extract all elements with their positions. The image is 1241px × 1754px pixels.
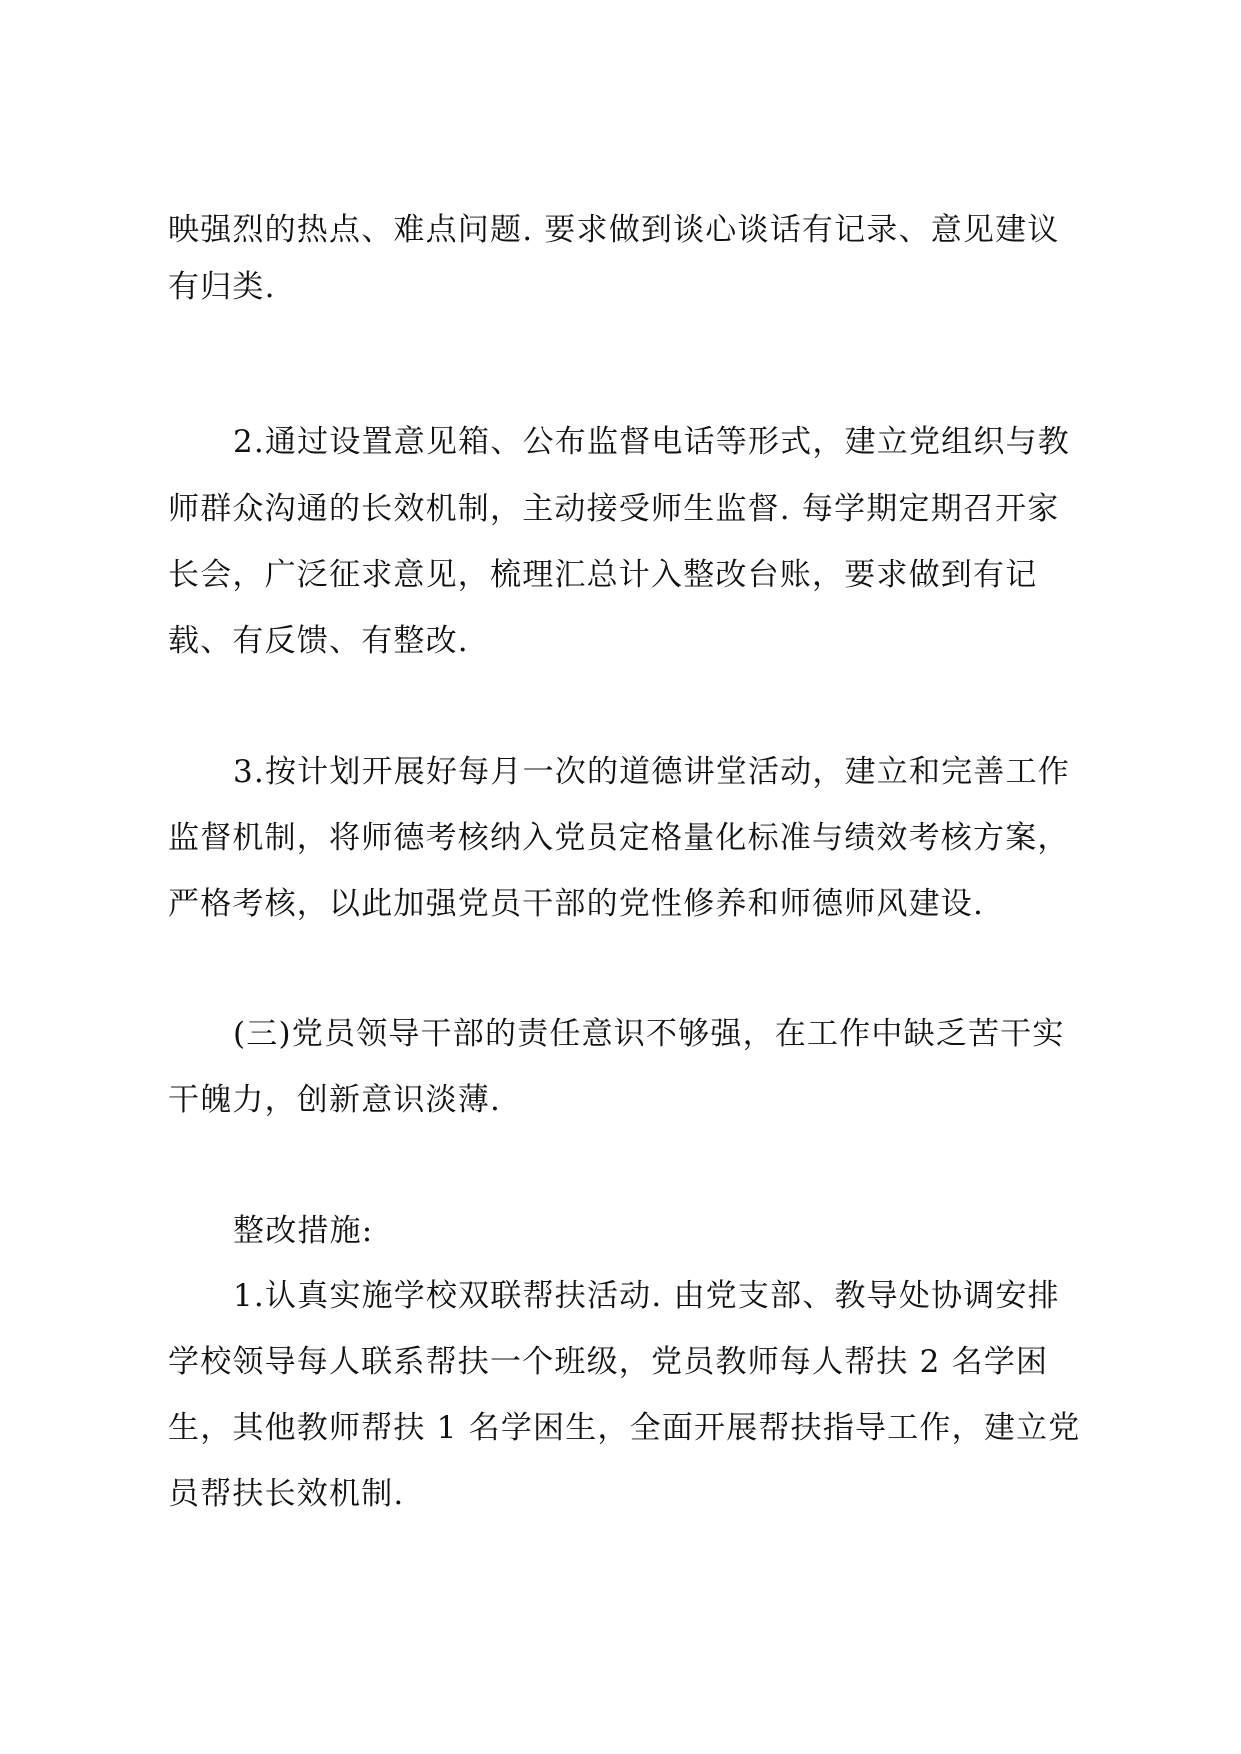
- paragraph-5-line-4: 员帮扶长效机制.: [168, 1476, 405, 1512]
- paragraph-5-line-2: 学校领导每人联系帮扶一个班级，党员教师每人帮扶 2 名学困: [168, 1344, 1049, 1380]
- paragraph-1-line-4: 载、有反馈、有整改.: [168, 623, 469, 659]
- paragraph-0-line-1: 映强烈的热点、难点问题. 要求做到谈心谈话有记录、意见建议: [168, 212, 1060, 248]
- paragraph-5-line-1: 1.认真实施学校双联帮扶活动. 由党支部、教导处协调安排: [233, 1278, 1060, 1314]
- paragraph-1-line-3: 长会，广泛征求意见，梳理汇总计入整改台账，要求做到有记: [168, 557, 1038, 593]
- section-heading-3-line-2: 干魄力，创新意识淡薄.: [168, 1082, 502, 1118]
- paragraph-2-line-2: 监督机制，将师德考核纳入党员定格量化标准与绩效考核方案，: [168, 820, 1070, 856]
- section-heading-3-line-1: (三)党员领导干部的责任意识不够强，在工作中缺乏苦干实: [233, 1016, 1065, 1052]
- paragraph-2-line-1: 3.按计划开展好每月一次的道德讲堂活动，建立和完善工作: [233, 754, 1070, 790]
- measures-heading: 整改措施:: [233, 1213, 374, 1249]
- paragraph-0-line-2: 有归类.: [168, 269, 276, 305]
- paragraph-1-line-2: 师群众沟通的长效机制，主动接受师生监督. 每学期定期召开家: [168, 491, 1060, 527]
- paragraph-5-line-3: 生，其他教师帮扶 1 名学困生，全面开展帮扶指导工作，建立党: [168, 1410, 1081, 1446]
- paragraph-1-line-1: 2.通过设置意见箱、公布监督电话等形式，建立党组织与教: [233, 424, 1070, 460]
- paragraph-2-line-3: 严格考核，以此加强党员干部的党性修养和师德师风建设.: [168, 886, 985, 922]
